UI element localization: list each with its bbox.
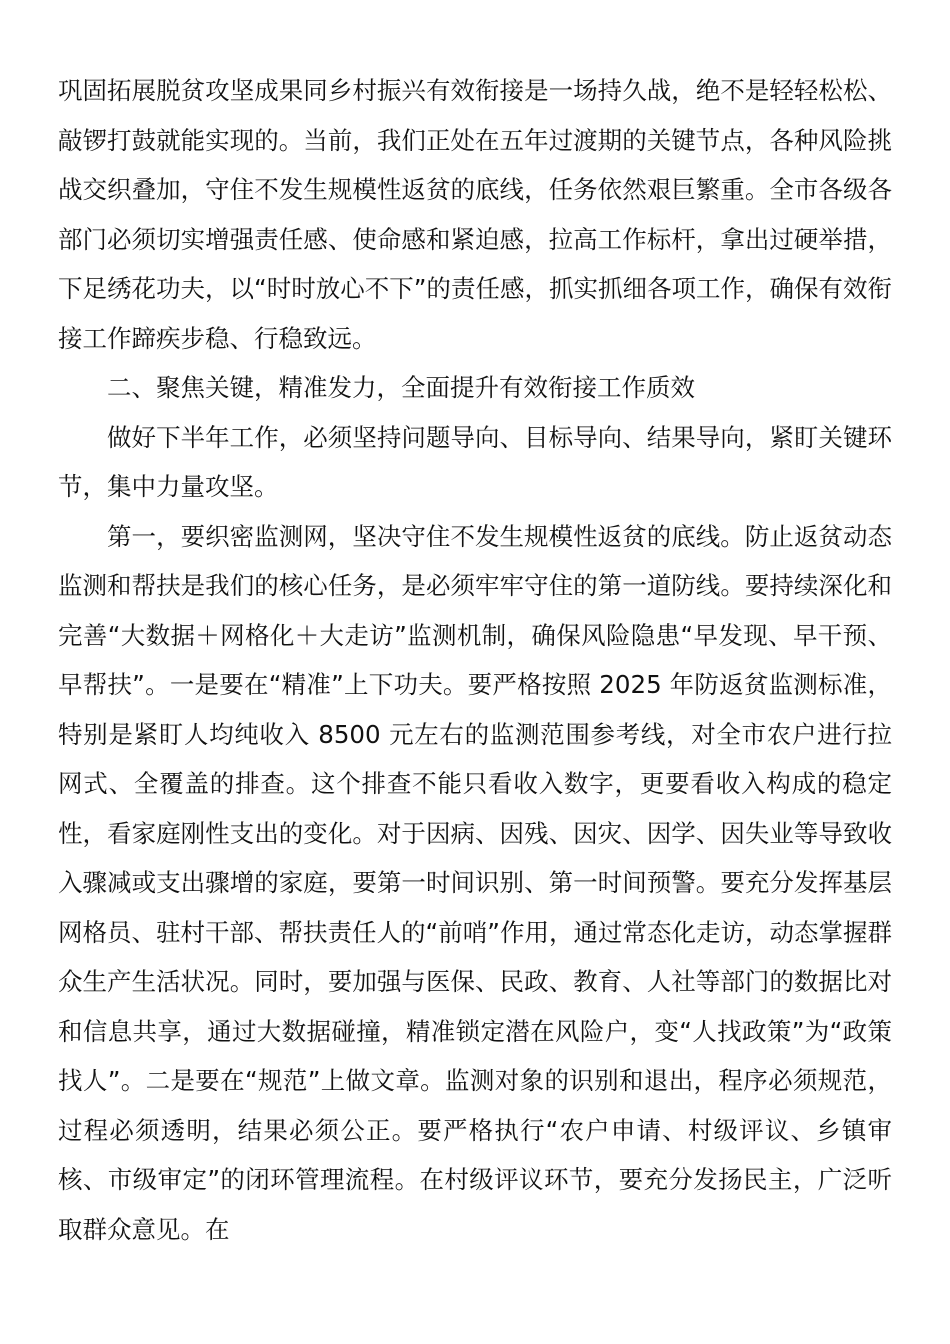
paragraph-first-point: 第一，要织密监测网，坚决守住不发生规模性返贫的底线。防止返贫动态监测和帮扶是我们的核心任务，是必须牢牢守住的第一道防线。要持续深化和完善“大数据＋网格化＋大走访”监测机制，确保风险隐患“早发现、早干预、早帮扶”。一是要在“精准”上下功夫。要严格按照 2025 年防返贫监测标准，特别是紧盯人均纯收入 8500 元左右的监测范围参考线，对全市农户进行拉网式、全覆盖的排查。这个排查不能只看收入数字，更要看收入构成的稳定性，看家庭刚性支出的变化。对于因病、因残、因灾、因学、因失业等导致收入骤减或支出骤增的家庭，要第一时间识别、第一时间预警。要充分发挥基层网格员、驻村干部、帮扶责任人的“前哨”作用，通过常态化走访，动态掌握群众生产生活状况。同时，要加强与医保、民政、教育、人社等部门的数据比对和信息共享，通过大数据碰撞，精准锁定潜在风险户，变“人找政策”为“政策找人”。二是要在“规范”上做文章。监测对象的识别和退出，程序必须规范，过程必须透明，结果必须公正。要严格执行“农户申请、村级评议、乡镇审核、市级审定”的闭环管理流程。在村级评议环节，要充分发扬民主，广泛听取群众意见。在 (58, 521, 892, 1244)
paragraph-overview: 做好下半年工作，必须坚持问题导向、目标导向、结果导向，紧盯关键环节，集中力量攻坚。 (58, 422, 892, 501)
section-heading: 二、聚焦关键，精准发力，全面提升有效衔接工作质效 (107, 373, 695, 402)
paragraph-intro: 巩固拓展脱贫攻坚成果同乡村振兴有效衔接是一场持久战，绝不是轻轻松松、敲锣打鼓就能实现的。当前，我们正处在五年过渡期的关键节点，各种风险挑战交织叠加，守住不发生规模性返贫的底线，任务依然艰巨繁重。全市各级各部门必须切实增强责任感、使命感和紧迫感，拉高工作标杆，拿出过硬举措，下足绣花功夫，以“时时放心不下”的责任感，抓实抓细各项工作，确保有效衔接工作蹄疾步稳、行稳致远。 (58, 76, 892, 353)
document-page (58, 66, 892, 1254)
